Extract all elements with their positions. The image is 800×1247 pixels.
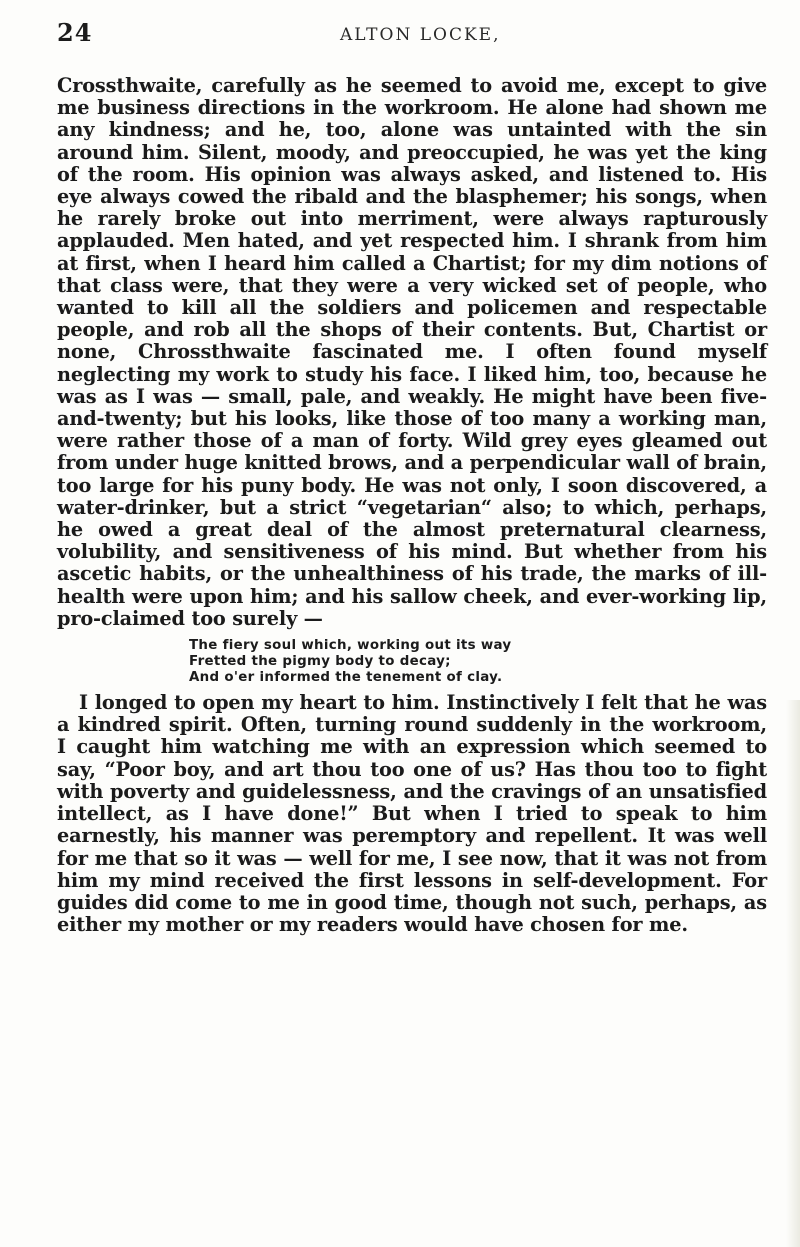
running-head-title: ALTON LOCKE, [340, 25, 501, 45]
paragraph: Crossthwaite, carefully as he seemed to avoid me, except to give me business directions in the workroom. He alone had shown me any kindness; and he, too, alone was untainted with the sin around him. Silent, moody, and preoccupied, he was yet the king of the room. His opinion was always asked, and listened to. His eye always cowed the ribald and the blasphemer; his songs, when he rarely broke out into merriment, were always rapturously applauded. Men hated, and yet respected him. I shrank from him at first, when I heard him called a Chartist; for my dim notions of that class were, that they were a very wicked set of people, who wanted to kill all the soldiers and policemen and respectable people, and rob all the shops of their contents. But, Chartist or none, Chrossthwaite fascinated me. I often found myself neglecting my work to study his face. I liked him, too, because he was as I was — small, pale, and weakly. He might have been five-and-twenty; but his looks, like those of too many a working man, were rather those of a man of forty. Wild grey eyes gleamed out from under huge knitted brows, and a perpendicular wall of brain, too large for his puny body. He was not only, I soon discovered, a water-drinker, but a strict “vegetarian“ also; to which, perhaps, he owed a great deal of the almost preternatural clearness, volubility, and sensitiveness of his mind. But whether from his ascetic habits, or the unhealthiness of his trade, the marks of ill-health were upon him; and his sallow cheek, and ever-working lip, pro-claimed too surely — [57, 74, 767, 630]
verse-line: Fretted the pigmy body to decay; [189, 654, 451, 670]
paragraph: I longed to open my heart to him. Instinctively I felt that he was a kindred spirit. Often, turning round suddenly in the workroom, I caught him watching me with an expression which seemed to say, “Poor boy, and art thou too one of us? Has thou too to fight with poverty and guidelessness, and the cravings of an unsatisfied intellect, as I have done!” But when I tried to speak to him earnestly, his manner was peremptory and repellent. It was well for me that so it was — well for me, I see now, that it was not from him my mind received the first lessons in self-development. For guides did come to me in good time, though not such, perhaps, as either my mother or my readers would have chosen for me. [57, 691, 767, 937]
page-number: 24 [57, 18, 93, 47]
page-edge-shadow [786, 700, 800, 1247]
verse-line: And o'er informed the tenement of clay. [189, 670, 503, 686]
body-text [57, 75, 767, 936]
verse-line: The fiery soul which, working out its way [189, 638, 512, 654]
verse-quotation [189, 638, 767, 686]
